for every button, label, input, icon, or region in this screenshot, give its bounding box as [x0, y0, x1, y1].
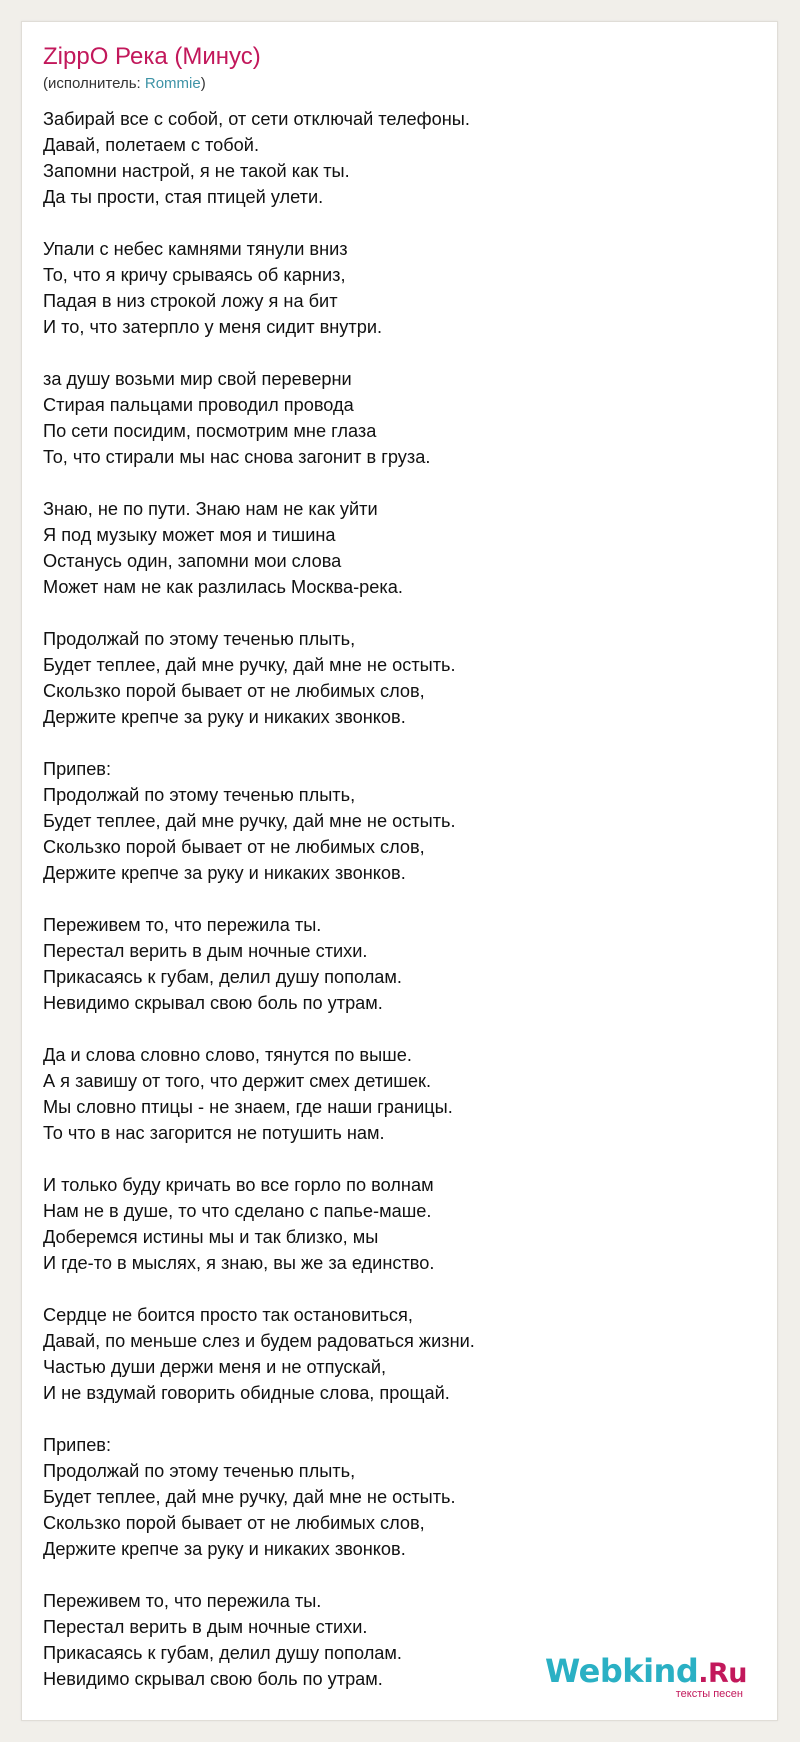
stanza-gap	[43, 1406, 763, 1432]
stanza-gap	[43, 340, 763, 366]
lyric-line: И только буду кричать во все горло по волнам	[43, 1175, 434, 1195]
stanza-gap	[43, 210, 763, 236]
lyric-line: Давай, полетаем с тобой.	[43, 135, 260, 155]
stanza-gap	[43, 470, 763, 496]
artist-link[interactable]: Rommie	[144, 75, 201, 92]
lyrics-body	[43, 106, 763, 1692]
lyric-line: Переживем то, что пережила ты.	[43, 915, 322, 935]
lyric-line: Продолжай по этому теченью плыть,	[43, 1461, 356, 1481]
performer-line	[43, 75, 206, 93]
lyric-line: Перестал верить в дым ночные стихи.	[43, 941, 368, 961]
lyric-line: Невидимо скрывал свою боль по утрам.	[43, 1669, 383, 1689]
lyric-line: По сети посидим, посмотрим мне глаза	[43, 421, 377, 441]
lyric-line: Продолжай по этому теченью плыть,	[43, 785, 356, 805]
lyric-line: Стирая пальцами проводил провода	[43, 395, 354, 415]
lyric-line: Запомни настрой, я не такой как ты.	[43, 161, 350, 181]
lyric-line: Да и слова словно слово, тянутся по выше.	[43, 1045, 412, 1065]
lyric-line: Я под музыку может моя и тишина	[43, 525, 336, 545]
lyric-line: Припев:	[43, 759, 112, 779]
lyric-line: за душу возьми мир свой переверни	[43, 369, 352, 389]
song-title: ZippO Река (Минус)	[43, 43, 261, 70]
logo-tagline: тексты песен	[675, 1688, 743, 1700]
stanza-gap	[43, 600, 763, 626]
stanza-gap	[43, 886, 763, 912]
lyric-line: Останусь один, запомни мои слова	[43, 551, 342, 571]
lyric-line: Невидимо скрывал свою боль по утрам.	[43, 993, 383, 1013]
logo-brand: Webkind	[545, 1652, 699, 1690]
lyrics-card	[21, 21, 778, 1721]
stanza-gap	[43, 1146, 763, 1172]
lyric-line: Будет теплее, дай мне ручку, дай мне не остыть.	[43, 1487, 456, 1507]
lyric-line: Припев:	[43, 1435, 112, 1455]
lyric-line: Падая в низ строкой ложу я на бит	[43, 291, 338, 311]
lyric-line: Будет теплее, дай мне ручку, дай мне не остыть.	[43, 655, 456, 675]
lyric-line: А я завишу от того, что держит смех детишек.	[43, 1071, 432, 1091]
lyric-line: И то, что затерпло у меня сидит внутри.	[43, 317, 383, 337]
lyric-line: Забирай все с собой, от сети отключай телефоны.	[43, 109, 470, 129]
webkind-logo	[545, 1652, 747, 1702]
lyric-line: Держите крепче за руку и никаких звонков.	[43, 707, 406, 727]
lyric-line: Скользко порой бывает от не любимых слов,	[43, 837, 425, 857]
performer-suffix: )	[200, 75, 206, 92]
lyric-line: Скользко порой бывает от не любимых слов,	[43, 1513, 425, 1533]
lyric-line: То, что я кричу срываясь об карниз,	[43, 265, 346, 285]
lyric-line: Нам не в душе, то что сделано с папье-маше.	[43, 1201, 432, 1221]
stanza-gap	[43, 1016, 763, 1042]
lyric-line: Держите крепче за руку и никаких звонков.	[43, 863, 406, 883]
lyric-line: Сердце не боится просто так остановиться,	[43, 1305, 413, 1325]
lyric-line: И не вздумай говорить обидные слова, прощай.	[43, 1383, 450, 1403]
lyric-line: Прикасаясь к губам, делил душу пополам.	[43, 1643, 402, 1663]
lyric-line: Давай, по меньше слез и будем радоваться жизни.	[43, 1331, 475, 1351]
lyric-line: Скользко порой бывает от не любимых слов,	[43, 681, 425, 701]
stanza-gap	[43, 730, 763, 756]
stanza-gap	[43, 1562, 763, 1588]
lyric-line: Доберемся истины мы и так близко, мы	[43, 1227, 379, 1247]
lyric-line: Мы словно птицы - не знаем, где наши границы.	[43, 1097, 453, 1117]
performer-prefix: (исполнитель:	[43, 75, 145, 92]
logo-brand-suffix: .Ru	[698, 1658, 747, 1689]
stanza-gap	[43, 1276, 763, 1302]
lyric-line: Прикасаясь к губам, делил душу пополам.	[43, 967, 402, 987]
lyric-line: Упали с небес камнями тянули вниз	[43, 239, 348, 259]
lyric-line: Переживем то, что пережила ты.	[43, 1591, 322, 1611]
lyric-line: Да ты прости, стая птицей улети.	[43, 187, 324, 207]
lyric-line: То, что стирали мы нас снова загонит в груза.	[43, 447, 431, 467]
lyric-line: Знаю, не по пути. Знаю нам не как уйти	[43, 499, 378, 519]
lyric-line: Будет теплее, дай мне ручку, дай мне не остыть.	[43, 811, 456, 831]
lyric-line: Частью души держи меня и не отпускай,	[43, 1357, 387, 1377]
lyric-line: Продолжай по этому теченью плыть,	[43, 629, 356, 649]
lyric-line: То что в нас загорится не потушить нам.	[43, 1123, 385, 1143]
lyric-line: Перестал верить в дым ночные стихи.	[43, 1617, 368, 1637]
lyric-line: Держите крепче за руку и никаких звонков.	[43, 1539, 406, 1559]
logo-wordmark	[545, 1652, 747, 1693]
lyric-line: И где-то в мыслях, я знаю, вы же за единство.	[43, 1253, 435, 1273]
lyric-line: Может нам не как разлилась Москва-река.	[43, 577, 403, 597]
